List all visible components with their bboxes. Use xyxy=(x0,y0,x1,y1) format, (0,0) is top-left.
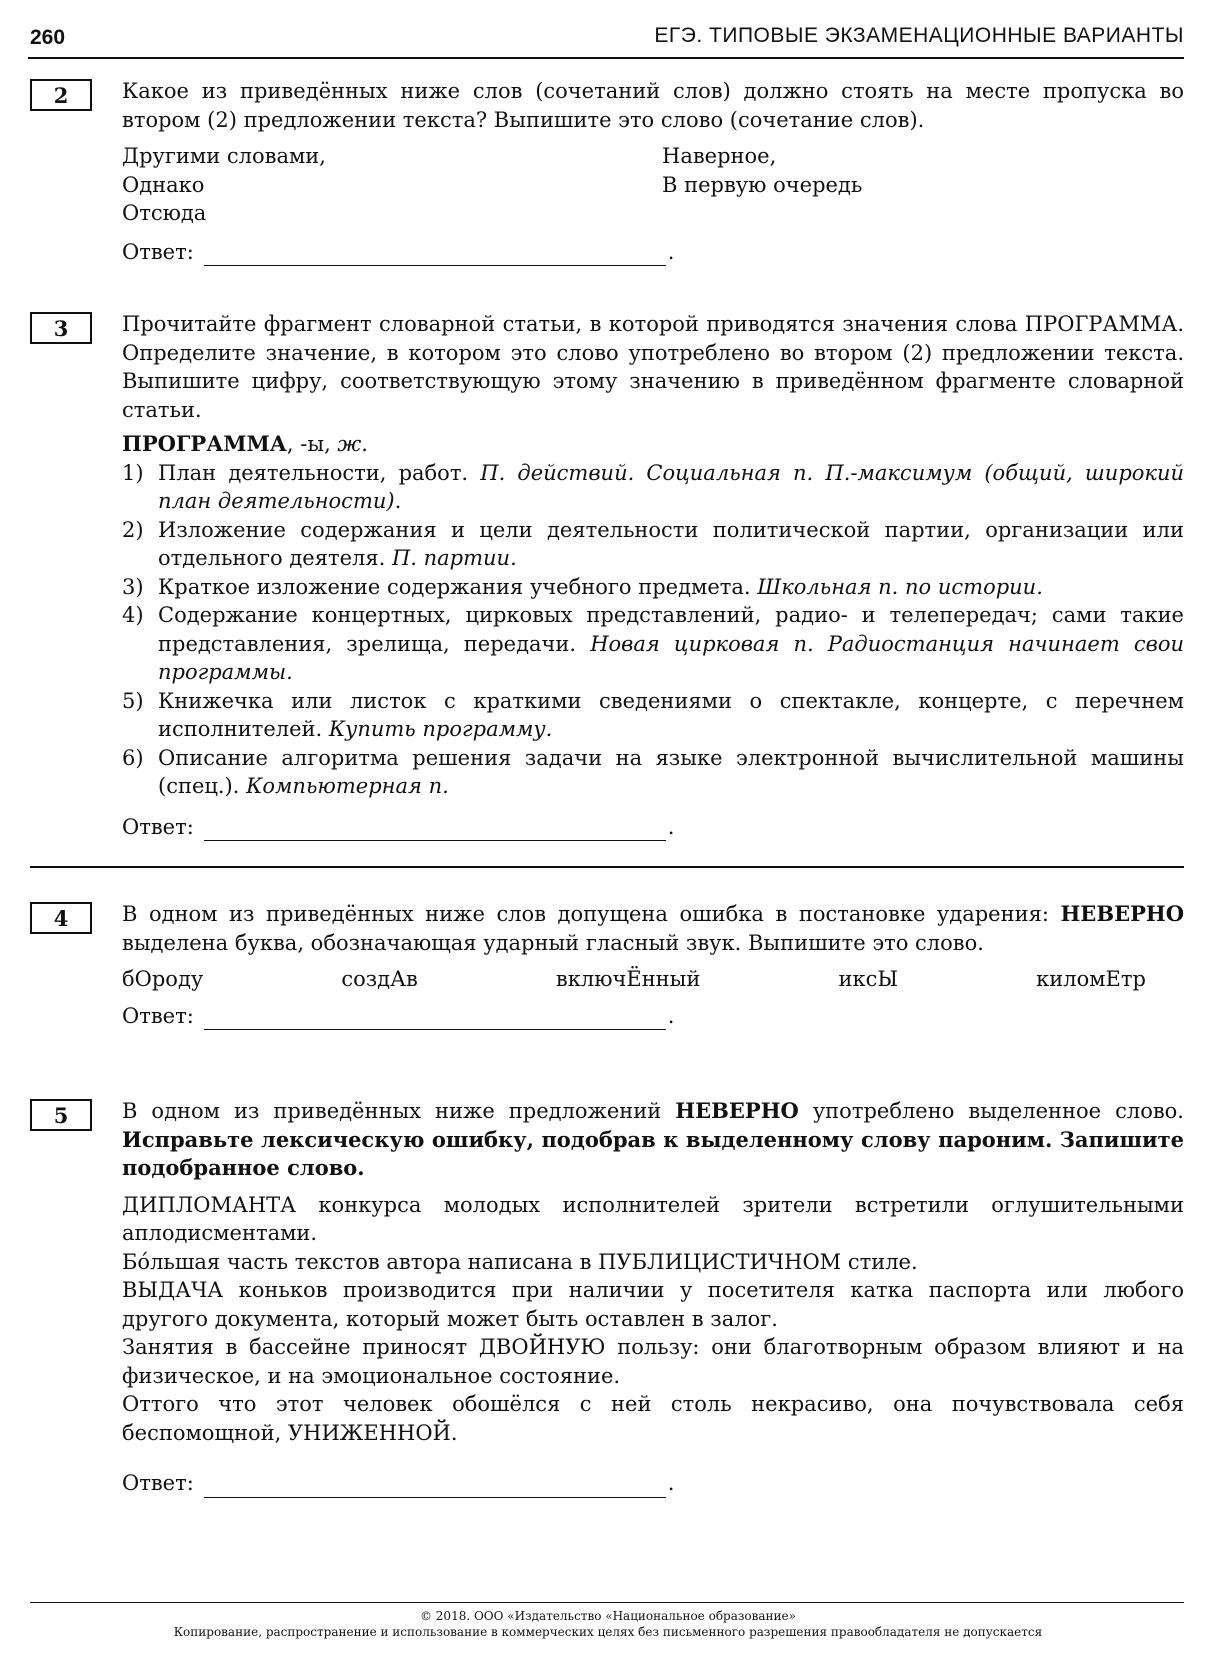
answer-label: Ответ: xyxy=(122,814,194,839)
answer-dot: . xyxy=(667,1471,675,1495)
task-5 xyxy=(30,1097,1184,1498)
sentence: ВЫДАЧА коньков производится при наличии у посетителя катка паспорта или любого другого документа, который может быть оставлен в залог. xyxy=(122,1278,1184,1331)
question-text: В одном из приведённых ниже слов допущена ошибка в постановке ударения: xyxy=(122,902,1061,926)
sentence: Оттого что этот человек обошёлся с ней столь некрасиво, она почувствовала себя беспомощной, УНИЖЕННОЙ. xyxy=(122,1392,1184,1445)
answer-label: Ответ: xyxy=(122,1003,194,1028)
task-2 xyxy=(30,77,1184,266)
definition-example: Купить программу. xyxy=(328,717,553,741)
definition-example: Новая цирковая п. Радиостанция начинает свои программы. xyxy=(158,631,1184,684)
answer-label: Ответ: xyxy=(122,1471,194,1495)
task-4 xyxy=(30,900,1184,1030)
headword: ПРОГРАММА xyxy=(122,431,287,456)
answer-row xyxy=(122,1002,1184,1031)
definition-text: Описание алгоритма решения задачи на языке электронной вычислительной машины (спец.). xyxy=(158,745,1184,798)
task-question: Какое из приведённых ниже слов (сочетаний слов) должно стоять на месте пропуска во втором (2) предложении текста? Выпишите это слово (сочетание слов). xyxy=(122,79,1184,132)
answer-dot: . xyxy=(667,814,675,839)
definition-item xyxy=(122,459,1184,516)
section-divider xyxy=(30,866,1184,868)
question-text: употреблено выделенное слово. xyxy=(798,1099,1184,1123)
page-header-title: ЕГЭ. ТИПОВЫЕ ЭКЗАМЕНАЦИОННЫЕ ВАРИАНТЫ xyxy=(654,24,1184,47)
answer-dot: . xyxy=(667,239,675,264)
definition-text: Содержание концертных, цирковых представлений, радио- и телепередач; сами такие представления, зрелища, передачи. xyxy=(158,603,1184,656)
definition-text: Изложение содержания и цели деятельности политической партии, организации или отдельного деятеля. xyxy=(158,517,1184,570)
definition-text: Краткое изложение содержания учебного предмета. xyxy=(158,574,758,599)
definition-item xyxy=(122,573,1184,602)
definition-example: П. действий. Социальная п. П.-максимум (общий, широкий план деятельности). xyxy=(158,460,1185,513)
word-option: создАв xyxy=(341,967,418,991)
word-option: включЁнный xyxy=(555,967,701,991)
word-options xyxy=(122,965,1184,994)
definition-item xyxy=(122,744,1184,801)
option: Однако xyxy=(122,172,205,197)
definition-text: План деятельности, работ. xyxy=(158,460,481,485)
definition-item xyxy=(122,601,1184,687)
gender: ж. xyxy=(337,432,368,456)
answer-field[interactable] xyxy=(204,245,666,266)
headword-suffix: , -ы, xyxy=(286,432,338,456)
task-question: Прочитайте фрагмент словарной статьи, в которой приводятся значения слова ПРОГРАММА. Определите значение, в котором это слово употреблено во втором (2) предложении текста. Выпишите цифру, соответствующую этому значению в приведённом фрагменте словарной статьи. xyxy=(122,312,1184,422)
definition-text: Книжечка или листок с краткими сведениями о спектакле, концерте, с перечнем исполнителей. xyxy=(158,688,1184,741)
definition-example: Школьная п. по истории. xyxy=(757,574,1043,599)
answer-label: Ответ: xyxy=(122,239,194,264)
sentence: ДИПЛОМАНТА конкурса молодых исполнителей зрители встретили оглушительными аплодисментами. xyxy=(122,1192,1184,1245)
task-number-box: 3 xyxy=(30,312,92,344)
task-number-box: 2 xyxy=(30,79,92,111)
definition-number: 1) xyxy=(122,460,144,485)
footer-notice: Копирование, распространение и использование в коммерческих целях без письменного разрешения правообладателя не допускается xyxy=(173,1625,1043,1639)
answer-field[interactable] xyxy=(204,1477,666,1498)
answer-row xyxy=(122,238,1184,267)
option: В первую очередь xyxy=(662,172,863,197)
footer-divider xyxy=(30,1602,1184,1603)
option: Наверное, xyxy=(662,144,777,168)
sentences-list xyxy=(122,1191,1184,1448)
question-emphasis: НЕВЕРНО xyxy=(1060,901,1184,926)
definition-example: Компьютерная п. xyxy=(246,774,449,798)
footer xyxy=(0,1608,1216,1640)
header-divider xyxy=(28,57,1184,59)
task-number-box: 4 xyxy=(30,902,92,934)
sentence: Бóльшая часть текстов автора написана в ПУБЛИЦИСТИЧНОМ стиле. xyxy=(122,1249,918,1274)
word-option: киломЕтр xyxy=(1036,967,1146,991)
definitions-list xyxy=(122,459,1184,801)
page-number: 260 xyxy=(30,26,66,49)
task-number-box: 5 xyxy=(30,1099,92,1131)
task-3 xyxy=(30,310,1184,841)
answer-row xyxy=(122,1469,1184,1498)
answer-field[interactable] xyxy=(204,820,666,841)
options-list xyxy=(122,142,1184,228)
word-option: бОроду xyxy=(122,967,204,991)
answer-dot: . xyxy=(667,1003,675,1028)
definition-item xyxy=(122,516,1184,573)
definition-example: П. партии. xyxy=(391,546,517,570)
option: Отсюда xyxy=(122,201,207,225)
definition-item xyxy=(122,687,1184,744)
question-emphasis: НЕВЕРНО xyxy=(675,1098,799,1123)
task-question xyxy=(122,1097,1184,1183)
definition-number: 5) xyxy=(122,688,144,713)
question-instruction: Исправьте лексическую ошибку, подобрав к выделенному слову пароним. Запишите подобранное слово. xyxy=(122,1126,1184,1180)
question-text: В одном из приведённых ниже предложений xyxy=(122,1099,676,1123)
question-text: выделена буква, обозначающая ударный гласный звук. Выпишите это слово. xyxy=(122,930,984,955)
answer-row xyxy=(122,813,1184,842)
word-option: иксЫ xyxy=(838,967,899,991)
answer-field[interactable] xyxy=(204,1009,666,1030)
sentence: Занятия в бассейне приносят ДВОЙНУЮ пользу: они благотворным образом влияют и на физическое, и на эмоциональное состояние. xyxy=(122,1335,1184,1388)
definition-number: 6) xyxy=(122,745,144,770)
option: Другими словами, xyxy=(122,144,326,168)
definition-number: 2) xyxy=(122,517,144,542)
task-question xyxy=(122,900,1184,957)
dictionary-entry-head xyxy=(122,430,1184,459)
definition-number: 4) xyxy=(122,603,144,627)
definition-number: 3) xyxy=(122,574,144,599)
footer-copyright: © 2018. ООО «Издательство «Национальное образование» xyxy=(419,1609,796,1623)
